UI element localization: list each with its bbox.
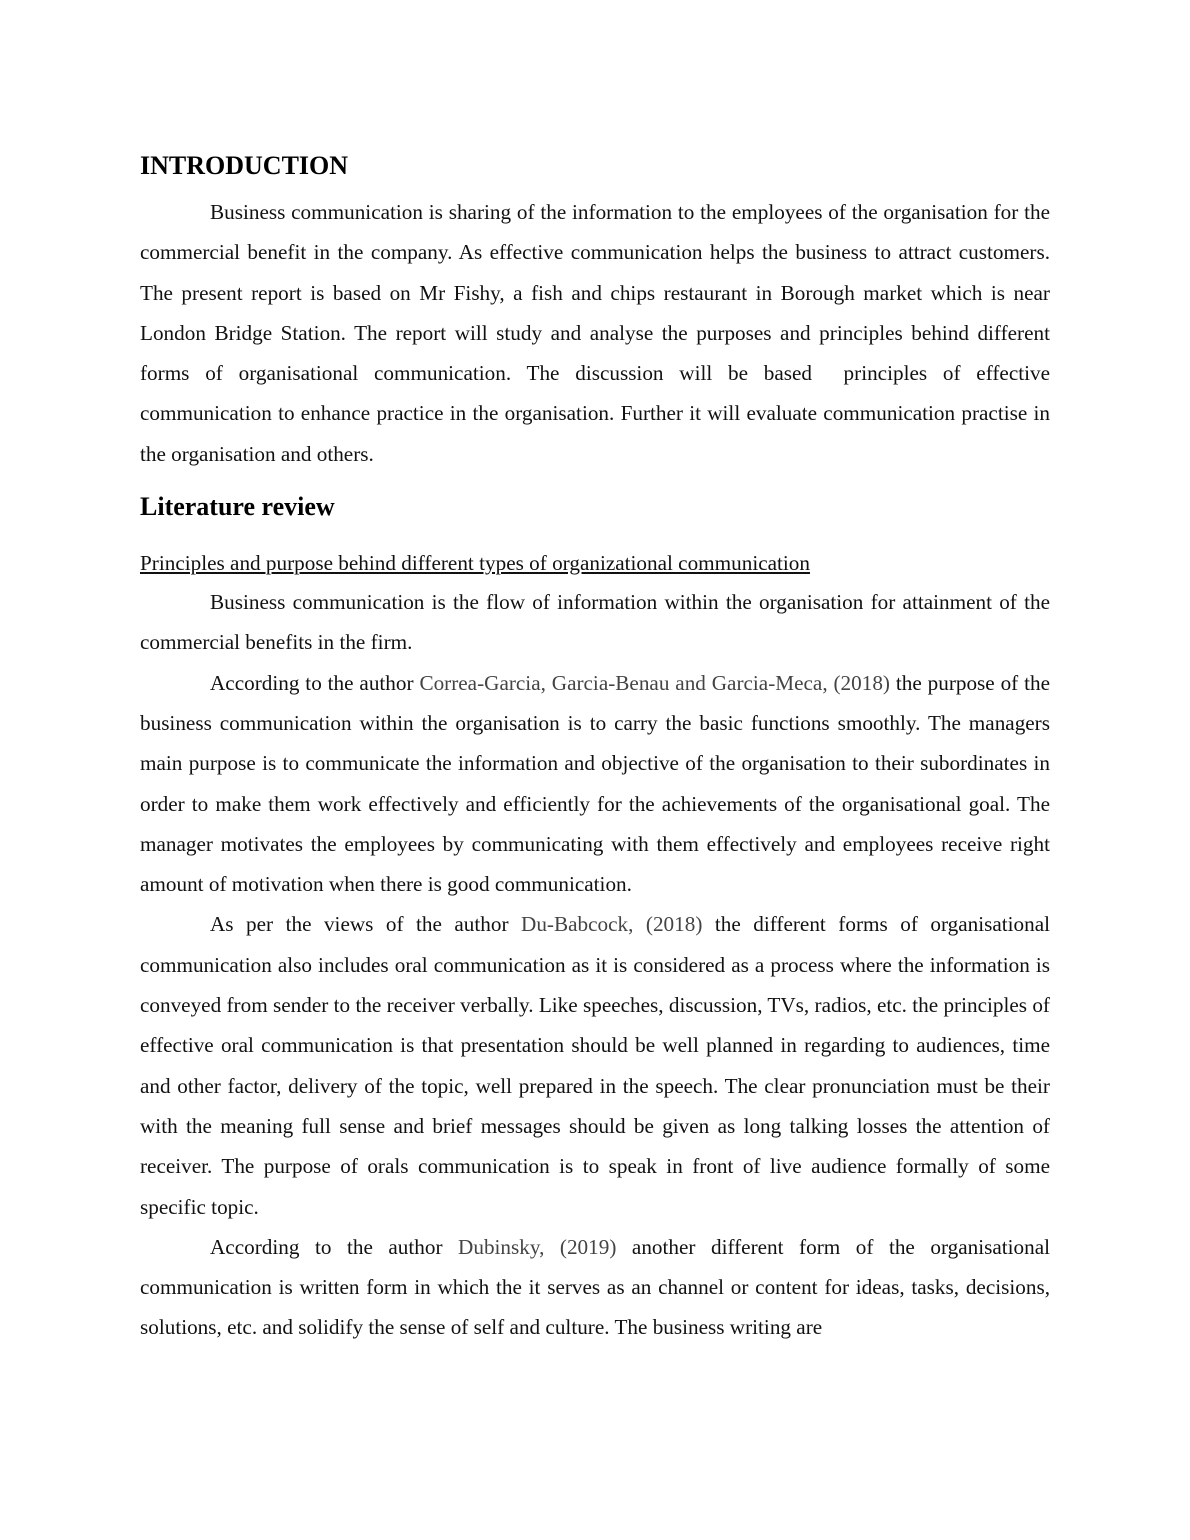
- paragraph-text: According to the author: [210, 670, 420, 695]
- introduction-paragraph: Business communication is sharing of the information to the employees of the organisation for the commercial benefit in the company. As effective communication helps the business to attract customers. The present report is based on Mr Fishy, a fish and chips restaurant in Borough market which is near London Bridge Station. The report will study and analyse the purposes and principles behind different forms of organisational communication. The discussion will be based principles of effective communication to enhance practice in the organisation. Further it will evaluate communication practise in the organisation and others.: [140, 200, 1050, 466]
- document-page: [140, 146, 1050, 1348]
- paragraph-text: As per the views of the author: [210, 912, 522, 937]
- literature-paragraph-3: [140, 904, 1050, 1226]
- section-subheading: Principles and purpose behind different types of organizational communication: [140, 551, 810, 576]
- paragraph-text: the purpose of the business communication within the organisation is to carry the basic functions smoothly. The managers main purpose is to communicate the information and objective of the organisation to their subordinates in order to make them work effectively and efficiently for the achievements of the organisational goal. The manager motivates the employees by communicating with them effectively and employees receive right amount of motivation when there is good communication.: [140, 670, 1050, 897]
- citation: Correa-Garcia, Garcia-Benau and Garcia-Meca, (2018): [419, 670, 890, 695]
- citation: Du-Babcock, (2018): [521, 912, 703, 937]
- literature-paragraph-1: Business communication is the flow of information within the organisation for attainment of the commercial benefits in the firm.: [140, 590, 1050, 655]
- citation: Dubinsky, (2019): [458, 1234, 617, 1259]
- literature-review-heading: Literature review: [140, 492, 335, 522]
- introduction-heading: INTRODUCTION: [140, 151, 349, 180]
- literature-paragraph-2: [140, 663, 1050, 905]
- paragraph-text: According to the author: [210, 1234, 459, 1259]
- paragraph-text: the different forms of organisational communication also includes oral communication as it is considered as a process where the information is conveyed from sender to the receiver verbally. Like speeches, discussion, TVs, radios, etc. the principles of effective oral communication is that presentation should be well planned in regarding to audiences, time and other factor, delivery of the topic, well prepared in the speech. The clear pronunciation must be their with the meaning full sense and brief messages should be given as long talking losses the attention of receiver. The purpose of orals communication is to speak in front of live audience formally of some specific topic.: [140, 912, 1051, 1219]
- literature-paragraph-4: [140, 1227, 1050, 1348]
- paragraph-text: another different form of the organisational communication is written form in which the it serves as an channel or content for ideas, tasks, decisions, solutions, etc. and solidify the sense of self and culture. The business writing are: [140, 1234, 1051, 1340]
